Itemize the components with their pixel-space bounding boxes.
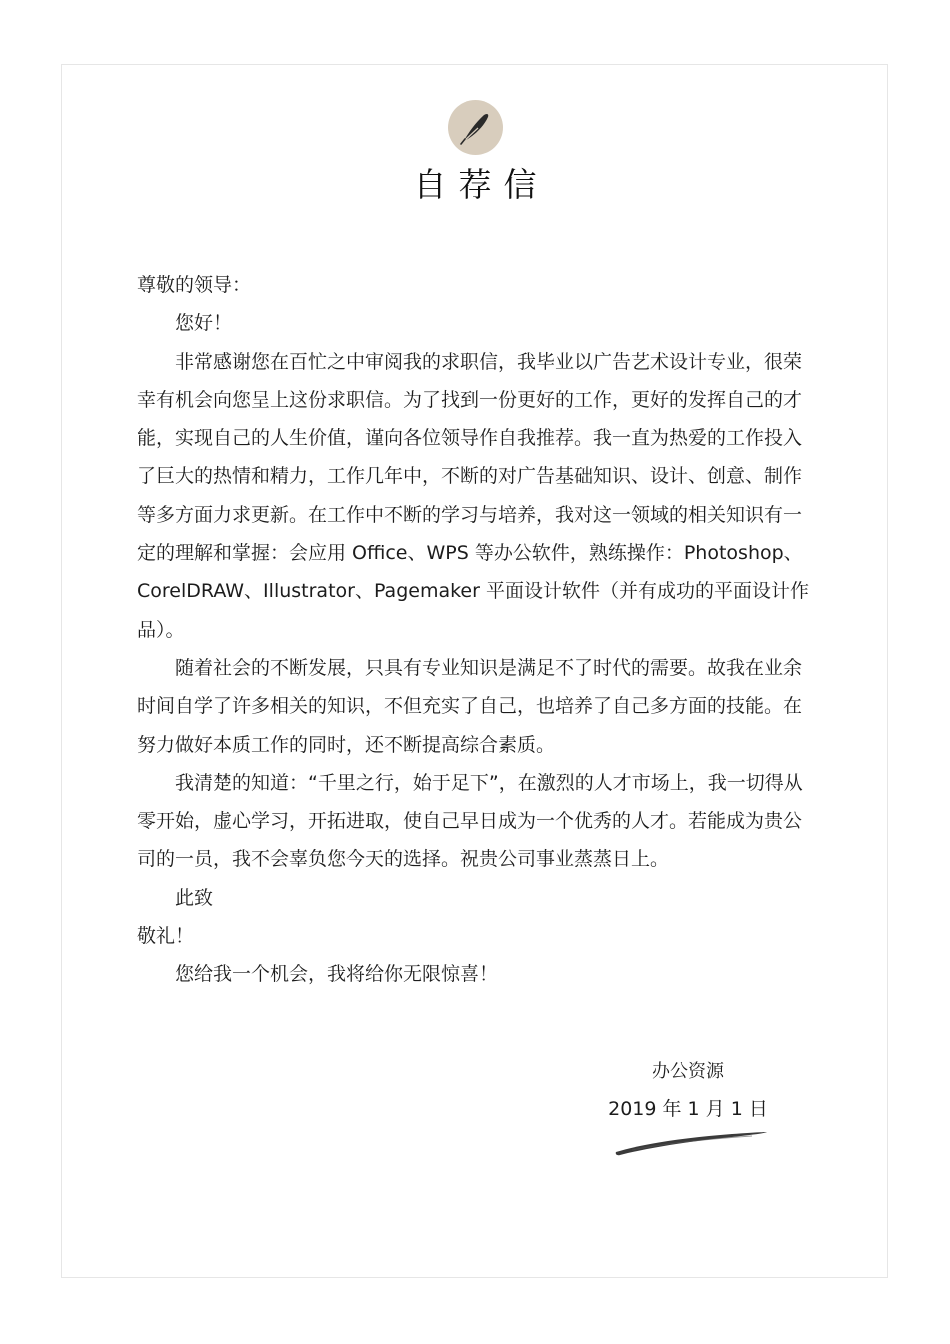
signature-date: 2019 年 1 月 1 日 [608, 1098, 768, 1120]
signature-name: 办公资源 [652, 1061, 724, 1082]
paragraph-intro: 非常感谢您在百忙之中审阅我的求职信，我毕业以广告艺术设计专业，很荣幸有机会向您呈上这份求职信。为了找到一份更好的工作，更好的发挥自己的才能，实现自己的人生价值，谨向各位领导作自我推荐。我一直为热爱的工作投入了巨大的热情和精力，工作几年中，不断的对广告基础知识、设计、创意、制作等多方面力求更新。在工作中不断的学习与培养，我对这一领域的相关知识有一定的理解和掌握：会应用 Office、WPS 等办公软件，熟练操作：Photoshop、CorelDRAW、Illustrator、Pagemaker 平面设计软件（并有成功的平面设计作品）。 [137, 350, 809, 641]
paragraph-development: 随着社会的不断发展，只具有专业知识是满足不了时代的需要。故我在业余时间自学了许多相关的知识，不但充实了自己，也培养了自己多方面的技能。在努力做好本质工作的同时，还不断提高综合素质。 [137, 656, 803, 756]
closing-line: 此致 [175, 886, 214, 909]
paragraph-commitment: 我清楚的知道：“千里之行，始于足下”，在激烈的人才市场上，我一切得从零开始，虚心学习，开拓进取，使自己早日成为一个优秀的人才。若能成为贵公司的一员，我不会辜负您今天的选择。祝贵公司事业蒸蒸日上。 [137, 771, 803, 871]
letter-body [137, 266, 812, 994]
brush-stroke-icon [612, 1124, 772, 1158]
salutation: 尊敬的领导： [137, 274, 252, 296]
regards: 敬礼！ [137, 925, 195, 948]
postscript: 您给我一个机会，我将给你无限惊喜！ [175, 963, 499, 986]
document-title: 自荐信 [413, 165, 549, 204]
quill-badge [448, 100, 503, 155]
greeting: 您好！ [175, 312, 233, 335]
quill-icon [448, 100, 503, 155]
